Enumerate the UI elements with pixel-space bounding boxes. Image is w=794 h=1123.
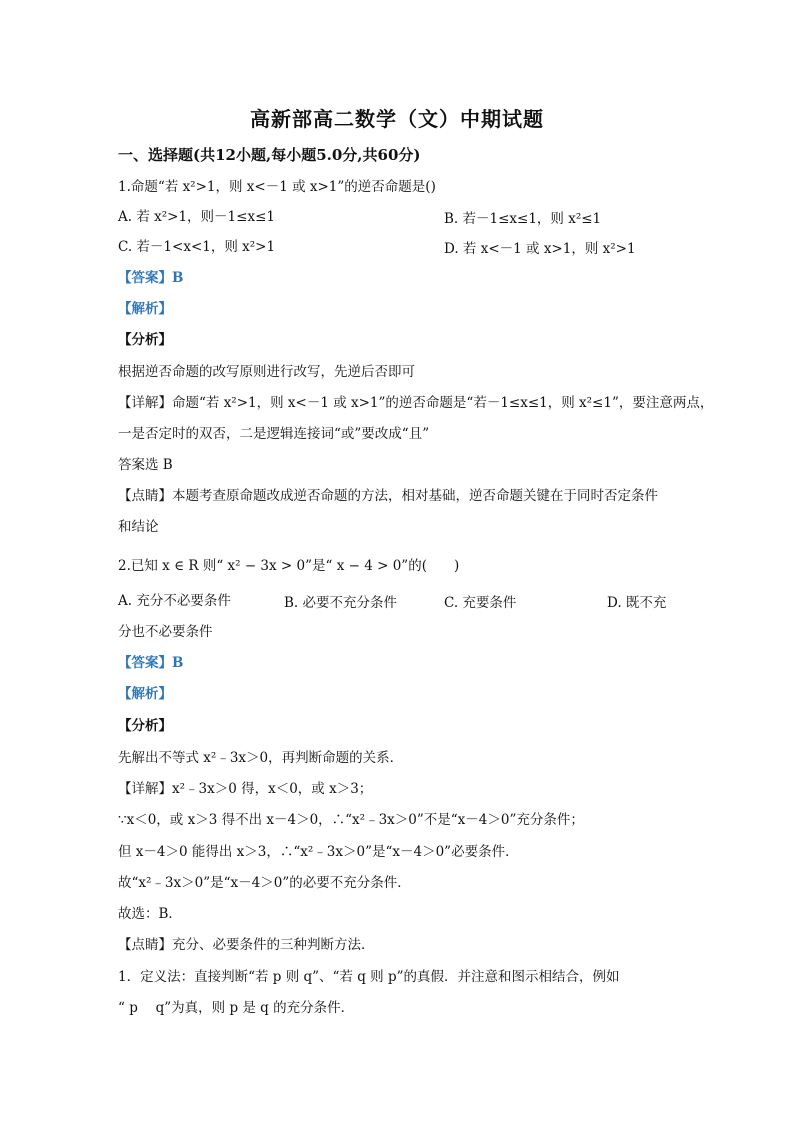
q2-option-a: A. 充分不必要条件 (118, 593, 231, 609)
q1-fenxi-text: 根据逆否命题的改写原则进行改写，先逆后否即可 (118, 364, 415, 380)
q2-option-b: B. 必要不充分条件 (284, 595, 398, 611)
q1-detail-line-2: 一是否定时的双否，二是逻辑连接词“或”要改成“且” (118, 426, 430, 442)
q2-method-line-2: “ p q”为真，则 p 是 q 的充分条件． (118, 1000, 355, 1016)
q1-option-c: C. 若－1<x<1，则 x²>1 (118, 239, 276, 255)
q2-detail-line-2: ∵x＜0，或 x＞3 得不出 x－4＞0，∴“x²﹣3x＞0”不是“x－4＞0”充分条件； (118, 812, 584, 828)
q1-answer: 【答案】B (118, 270, 184, 286)
q2-detail-line-1: 【详解】x²﹣3x＞0 得，x＜0，或 x＞3； (118, 781, 373, 797)
q2-answer: 【答案】B (118, 655, 184, 671)
q1-option-d: D. 若 x<－1 或 x>1，则 x²>1 (444, 241, 636, 257)
q2-option-c: C. 充要条件 (444, 595, 517, 611)
q2-jiexi-label: 【解析】 (118, 686, 172, 702)
q2-option-d-continued: 分也不必要条件 (118, 624, 213, 640)
q2-method-line-1: 1．定义法：直接判断“若 p 则 q”、“若 q 则 p”的真假．并注意和图示相结合，例如 (118, 969, 620, 985)
q1-choose: 答案选 B (118, 457, 173, 473)
page-title: 高新部高二数学（文）中期试题 (250, 107, 544, 131)
q2-detail-line-3: 但 x－4＞0 能得出 x＞3，∴“x²﹣3x＞0”是“x－4＞0”必要条件． (118, 844, 519, 860)
q1-option-b: B. 若－1≤x≤1，则 x²≤1 (444, 211, 602, 227)
q1-dianjing-line-1: 【点睛】本题考查原命题改成逆否命题的方法，相对基础，逆否命题关键在于同时否定条件 (118, 488, 658, 504)
q1-dianjing-line-2: 和结论 (118, 519, 159, 535)
q1-fenxi-label: 【分析】 (118, 332, 172, 348)
q2-fenxi-text: 先解出不等式 x²﹣3x＞0，再判断命题的关系． (118, 750, 404, 766)
q1-option-a: A. 若 x²>1，则－1≤x≤1 (118, 209, 275, 225)
q2-dianjing: 【点睛】充分、必要条件的三种判断方法． (118, 937, 375, 953)
q2-detail-line-4: 故“x²﹣3x＞0”是“x－4＞0”的必要不充分条件． (118, 875, 411, 891)
question-2-stem: 2.已知 x ∈ R 则“ x² − 3x > 0”是“ x − 4 > 0”的( ) (118, 558, 460, 574)
q1-jiexi-label: 【解析】 (118, 301, 172, 317)
q1-detail-line-1: 【详解】命题“若 x²>1，则 x<－1 或 x>1”的逆否命题是“若－1≤x≤1，则 x²≤1”，要注意两点， (118, 395, 714, 411)
question-1-stem: 1.命题“若 x²>1，则 x<－1 或 x>1”的逆否命题是() (118, 179, 436, 195)
section-heading: 一、选择题(共12小题,每小题5.0分,共60分) (118, 146, 421, 164)
q2-fenxi-label: 【分析】 (118, 718, 172, 734)
q2-option-d: D. 既不充 (607, 595, 667, 611)
q2-choose: 故选：B． (118, 906, 182, 922)
